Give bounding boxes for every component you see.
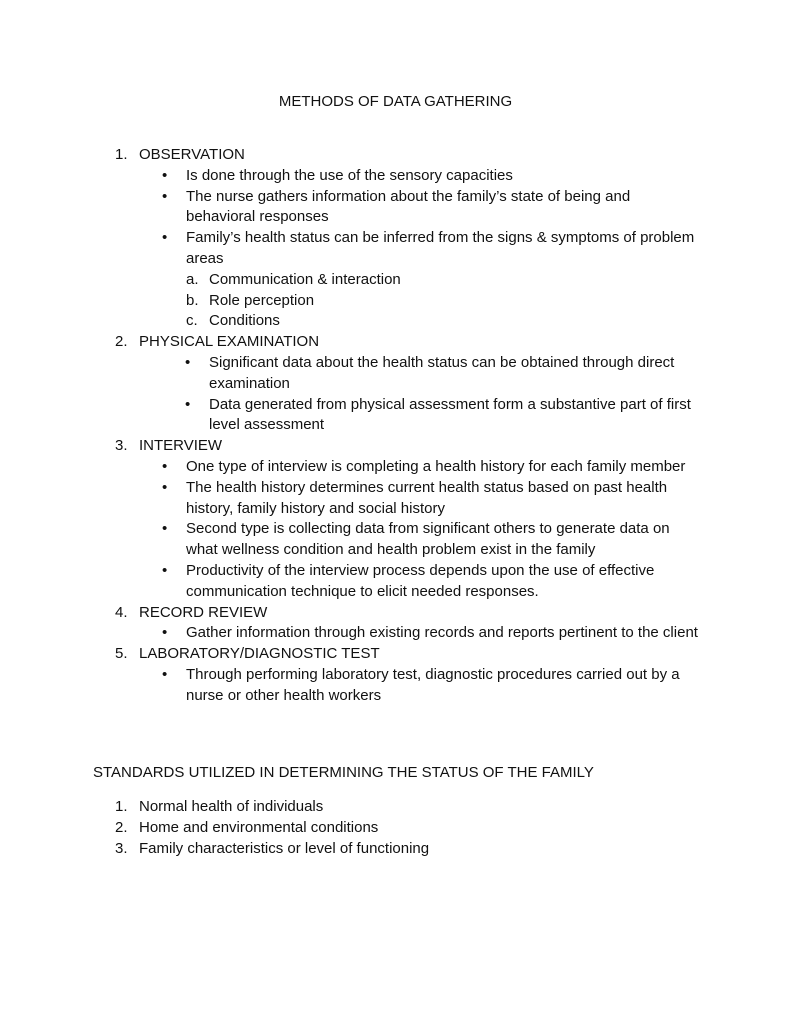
bullet-list (93, 623, 703, 644)
method-heading: PHYSICAL EXAMINATION (139, 333, 320, 351)
bullet-icon: • (162, 457, 168, 475)
list-item (93, 457, 703, 478)
method-heading: LABORATORY/DIAGNOSTIC TEST (139, 645, 380, 663)
sub-list-item (93, 311, 703, 332)
standards-heading: STANDARDS UTILIZED IN DETERMINING THE STATUS OF THE FAMILY (93, 764, 594, 781)
bullet-list (93, 457, 703, 603)
bullet-icon: • (162, 665, 168, 683)
standard-text: Home and environmental conditions (139, 818, 379, 836)
list-item (93, 478, 703, 520)
method-heading: RECORD REVIEW (139, 603, 268, 621)
bullet-text: Significant data about the health status can be obtained through direct examination (209, 353, 675, 392)
bullet-icon: • (185, 395, 191, 413)
method-heading: OBSERVATION (139, 146, 245, 163)
list-item (93, 797, 703, 818)
list-number: 2. (115, 818, 128, 836)
list-item (93, 818, 703, 839)
method-observation (93, 145, 703, 166)
standard-text: Family characteristics or level of functioning (139, 839, 430, 857)
bullet-list (93, 665, 703, 707)
method-record-review (93, 603, 703, 624)
bullet-icon: • (162, 187, 168, 205)
sub-list-text: Role perception (209, 291, 315, 309)
bullet-text: Data generated from physical assessment form a substantive part of first level assessment (209, 395, 691, 434)
bullet-icon: • (162, 478, 168, 496)
bullet-icon: • (162, 561, 168, 579)
method-physical-examination (93, 332, 703, 353)
method-laboratory-diagnostic-test (93, 644, 703, 665)
method-interview (93, 436, 703, 457)
bullet-icon: • (185, 353, 191, 371)
list-item (93, 665, 703, 707)
methods-list (93, 145, 703, 707)
bullet-text: Through performing laboratory test, diagnostic procedures carried out by a nurse or other health workers (186, 665, 680, 704)
list-item (93, 166, 703, 187)
list-item (93, 519, 703, 561)
list-item (93, 187, 703, 229)
list-number: 2. (115, 333, 128, 351)
sub-list-text: Conditions (209, 312, 280, 330)
list-item (93, 623, 703, 644)
bullet-text: The health history determines current health status based on past health history, family history and social history (186, 478, 668, 517)
sub-list-marker: b. (186, 291, 199, 309)
sub-list-item (93, 270, 703, 291)
bullet-text: The nurse gathers information about the family’s state of being and behavioral responses (186, 187, 631, 226)
standard-text: Normal health of individuals (139, 798, 324, 815)
bullet-icon: • (162, 624, 168, 642)
standards-list (93, 797, 703, 859)
list-number: 3. (115, 839, 128, 857)
bullet-text: Productivity of the interview process depends upon the use of effective communication technique to elicit needed responses. (186, 561, 655, 600)
sub-list-marker: a. (186, 270, 199, 288)
list-number: 1. (115, 146, 128, 163)
bullet-list (93, 353, 703, 436)
bullet-icon: • (162, 520, 168, 538)
method-heading: INTERVIEW (139, 437, 223, 455)
bullet-text: One type of interview is completing a health history for each family member (186, 457, 686, 475)
bullet-text: Gather information through existing records and reports pertinent to the client (186, 624, 698, 642)
list-number: 4. (115, 603, 128, 621)
list-item (93, 353, 703, 395)
sub-list-marker: c. (186, 312, 198, 330)
bullet-text: Family’s health status can be inferred from the signs & symptoms of problem areas (186, 229, 695, 267)
bullet-icon: • (162, 166, 168, 184)
list-item (93, 561, 703, 603)
sub-list-text: Communication & interaction (209, 270, 401, 288)
bullet-list (93, 166, 703, 270)
list-number: 5. (115, 645, 128, 663)
page-title: METHODS OF DATA GATHERING (278, 93, 513, 110)
sub-list-item (93, 291, 703, 312)
list-item (93, 228, 703, 270)
list-number: 1. (115, 798, 128, 815)
list-number: 3. (115, 437, 128, 455)
list-item (93, 839, 703, 860)
list-item (93, 395, 703, 437)
bullet-text: Second type is collecting data from significant others to generate data on what wellness condition and health problem exist in the family (186, 520, 670, 559)
bullet-icon: • (162, 229, 168, 247)
bullet-text: Is done through the use of the sensory capacities (186, 166, 513, 184)
